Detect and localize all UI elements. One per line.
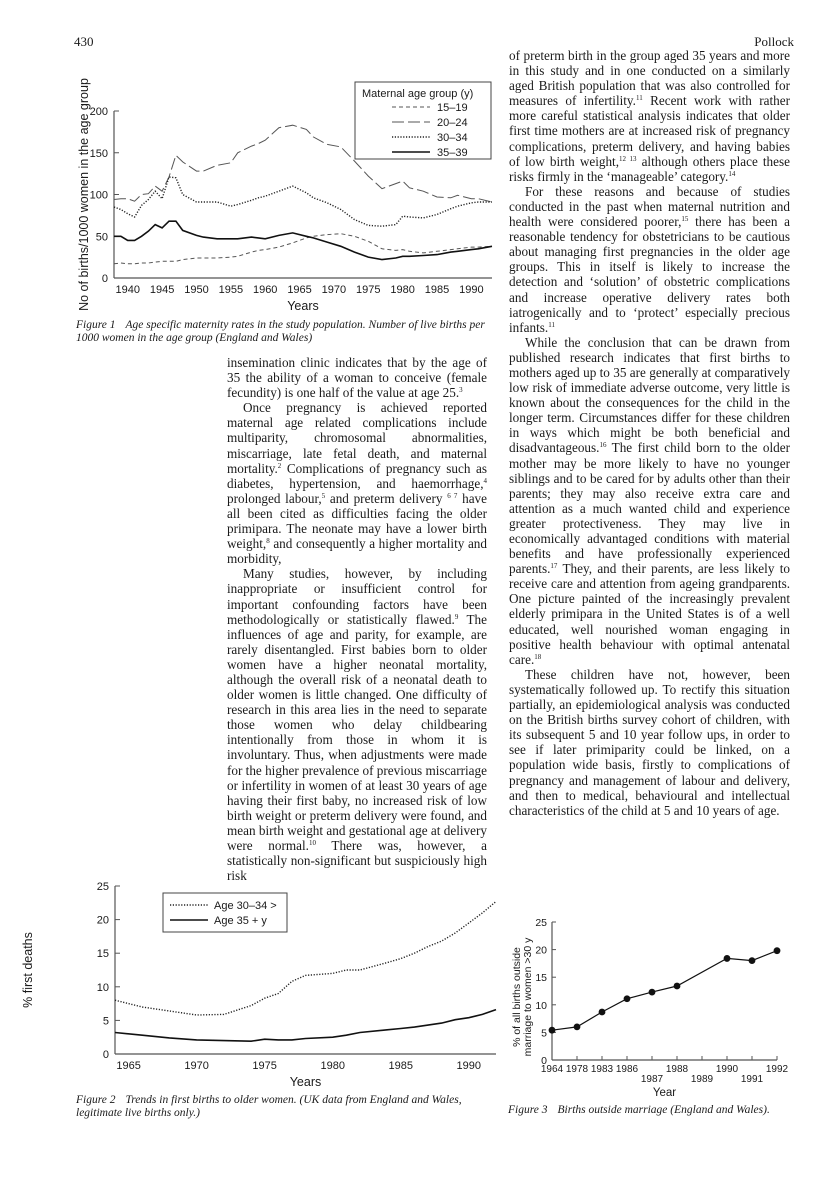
left-text-column — [227, 355, 487, 883]
y-axis-label: No of births/1000 women in the age group — [77, 78, 91, 311]
x-tick-label: 1989 — [690, 1074, 714, 1085]
figure-3-chart — [500, 900, 816, 1100]
series-line — [552, 951, 777, 1030]
figure-3-label: Figure 3 — [508, 1104, 548, 1116]
data-point-marker — [574, 1023, 581, 1030]
x-tick-label: 1960 — [252, 284, 278, 296]
y-tick-label: 200 — [89, 106, 108, 118]
series-line — [114, 177, 492, 226]
y-tick-label: 5 — [102, 1015, 109, 1028]
paragraph: insemination clinic indicates that by the age of 35 the ability of a woman to conceive (female fecundity) is one half of the value at age 25.$^3$ — [227, 355, 487, 401]
y-tick-label: 15 — [535, 972, 547, 985]
series-line — [114, 221, 492, 259]
x-tick-label: 1986 — [615, 1064, 639, 1075]
y-tick-label: 25 — [535, 917, 547, 929]
y-axis-label: marriage to women >30 y — [522, 937, 534, 1057]
figure-1-label: Figure 1 — [76, 319, 116, 331]
legend-label: Age 35 + y — [214, 915, 267, 927]
page-number: 430 — [74, 34, 94, 49]
y-tick-label: 0 — [102, 1049, 109, 1061]
y-tick-label: 50 — [95, 231, 108, 244]
y-tick-label: 5 — [541, 1027, 547, 1040]
legend-label: Age 30–34 > — [214, 900, 277, 912]
series-line — [115, 1010, 496, 1042]
figure-3-caption — [508, 1104, 808, 1117]
data-point-marker — [724, 955, 731, 962]
figure-1-caption-text: Age specific maternity rates in the study population. Number of live births per 1000 women in the age group (England and Wales) — [76, 319, 485, 344]
legend-label: 35–39 — [437, 147, 468, 159]
paragraph: of preterm birth in the group aged 35 years and more in this study and in one conducted on a similarly aged British population that was also controlled for measures of infertility.$^{11}$ Recent work with rather more careful statistical analysis indicates that older first time mothers are at increased risk of pregnancy complications, preterm delivery, and having babies of low birth weight,$^{12 13}$ although others place these risks firmly in the ‘manageable’ category.$^{14}$ — [509, 48, 790, 184]
x-tick-label: 1992 — [765, 1064, 789, 1075]
data-point-marker — [624, 995, 631, 1002]
x-tick-label: 1945 — [149, 284, 175, 296]
figure-2-label: Figure 2 — [76, 1094, 116, 1106]
x-axis-label: Years — [289, 1075, 322, 1089]
x-tick-label: 1940 — [115, 284, 140, 296]
x-tick-label: 1955 — [218, 284, 244, 296]
paragraph: Many studies, however, by including inappropriate or insufficient control for important confounding factors have been methodologically or statistically flawed.$^9$ The influences of age and parity, for example, are rarely disentangled. First babies born to older women have a higher neonatal mortality, although the overall risk of a neonatal death to older women is little changed. One difficulty of research in this area lies in the need to separate those women who delay childbearing intentionally from those in whom it is involuntary. Thus, when adjustments were made for the higher prevalence of previous miscarriage or infertility in women of at least 30 years of age having their first baby, no increased risk of low birth weight or preterm delivery were found, and mean birth weight and gestational age at delivery were normal.$^{10}$ There was, however, a statistically non-significant but suspiciously high risk — [227, 566, 488, 884]
x-axis-label: Year — [652, 1087, 677, 1099]
x-tick-label: 1990 — [715, 1064, 739, 1075]
y-tick-label: 15 — [96, 948, 109, 961]
x-tick-label: 1990 — [459, 284, 484, 296]
y-tick-label: 0 — [541, 1055, 547, 1067]
x-tick-label: 1970 — [184, 1060, 209, 1072]
running-head: Pollock — [754, 34, 794, 49]
figure-1-caption — [76, 319, 496, 344]
y-tick-label: 10 — [96, 981, 109, 994]
x-tick-label: 1988 — [665, 1064, 689, 1075]
legend-label: 30–34 — [437, 132, 468, 144]
x-tick-label: 1987 — [640, 1074, 664, 1085]
x-tick-label: 1964 — [540, 1064, 564, 1075]
y-tick-label: 20 — [96, 914, 109, 927]
data-point-marker — [649, 989, 656, 996]
legend-title: Maternal age group (y) — [362, 88, 474, 100]
paragraph: These children have not, however, been systematically followed up. To rectify this situation partially, an epidemiological analysis was conducted on the British births survey cohort of children, with its subsequent 5 and 10 year follow ups, in order to see if later primiparity could be linked, on a population wide basis, firstly to complications of pregnancy and management of labour and delivery, and then to medical, behavioural and intellectual characteristics of the child at 5 and 10 years of age. — [509, 666, 790, 818]
x-tick-label: 1990 — [456, 1060, 482, 1072]
figure-1-chart — [0, 0, 500, 320]
figure-2-caption-text: Trends in first births to older women. (UK data from England and Wales, legitimate live births only.) — [76, 1094, 462, 1119]
paragraph: Once pregnancy is achieved reported maternal age related complications include multiparity, chromosomal abnormalities, miscarriage, late fetal death, and maternal mortality.$^2$ Complications of pregnancy such as diabetes, hypertension, and haemorrhage,$^4$ prolonged labour,$^5$ and preterm delivery $^{6 7}$ have all been cited as difficulties facing the older primipara. The neonate may have a lower birth weight,$^8$ and consequently a higher mortality and morbidity, — [227, 400, 487, 567]
y-tick-label: 10 — [535, 999, 547, 1012]
right-text-column — [509, 48, 790, 818]
x-tick-label: 1980 — [320, 1060, 345, 1072]
data-point-marker — [774, 947, 781, 954]
data-point-marker — [674, 983, 681, 990]
x-tick-label: 1970 — [321, 284, 347, 296]
data-point-marker — [599, 1009, 606, 1016]
x-tick-label: 1991 — [740, 1074, 764, 1085]
y-axis-label: % of all births outside — [511, 947, 523, 1047]
x-axis-label: Years — [287, 299, 319, 313]
x-tick-label: 1975 — [252, 1060, 277, 1072]
figure-2-chart — [0, 860, 510, 1090]
y-tick-label: 100 — [89, 189, 108, 202]
paragraph: While the conclusion that can be drawn from published research indicates that first births to mothers aged up to 35 are generally at comparatively low risk of immediate adverse outcome, very little is known about the consequences for the child in the longer term. Circumstances differ for these children in ways which might be both beneficial and disadvantageous.$^{16}$ The first child born to the older mother may be more likely to have no younger siblings and to be cared for by adults other than their parents; they may also receive extra care and attention as a much wanted child and experience greater protectiveness. They may live in economically advantaged conditions with material benefits and have professionally experienced parents.$^{17}$ They, and their parents, are less likely to receive care and attention from ageing grandparents. One picture painted of the increasingly prevalent elderly primipara in the United States is of a well educated, well nourished woman engaging in positive health behaviour with optimal antenatal care.$^{18}$ — [509, 334, 790, 667]
x-tick-label: 1975 — [356, 284, 381, 296]
x-tick-label: 1978 — [565, 1064, 589, 1075]
x-tick-label: 1980 — [390, 284, 415, 296]
x-tick-label: 1950 — [184, 284, 209, 296]
x-tick-label: 1985 — [424, 284, 450, 296]
figure-2-caption — [76, 1094, 496, 1119]
figure-3-caption-text: Births outside marriage (England and Wales). — [557, 1104, 770, 1116]
x-tick-label: 1983 — [590, 1064, 614, 1075]
y-tick-label: 25 — [96, 881, 109, 893]
y-tick-label: 150 — [89, 147, 108, 160]
y-tick-label: 0 — [101, 273, 108, 285]
y-axis-label: % first deaths — [21, 932, 35, 1008]
data-point-marker — [749, 957, 756, 964]
y-tick-label: 20 — [535, 944, 547, 957]
series-line — [114, 234, 492, 264]
data-point-marker — [549, 1027, 556, 1034]
legend-label: 15–19 — [437, 102, 468, 114]
x-tick-label: 1965 — [287, 284, 312, 296]
paragraph: For these reasons and because of studies conducted in the past when maternal nutrition and health were considered poorer,$^{15}$ there has been a reasonable tendency for obstetricians to be cautious about managing first pregnancies in the older age groups. This in itself is likely to increase the detection and ‘solution’ of obstetric complications and increase operative delivery rates both iatrogenically and to ‘protect’ especially precious infants.$^{11}$ — [509, 183, 791, 335]
legend-label: 20–24 — [437, 117, 468, 129]
x-tick-label: 1965 — [116, 1060, 141, 1072]
x-tick-label: 1985 — [388, 1060, 413, 1072]
